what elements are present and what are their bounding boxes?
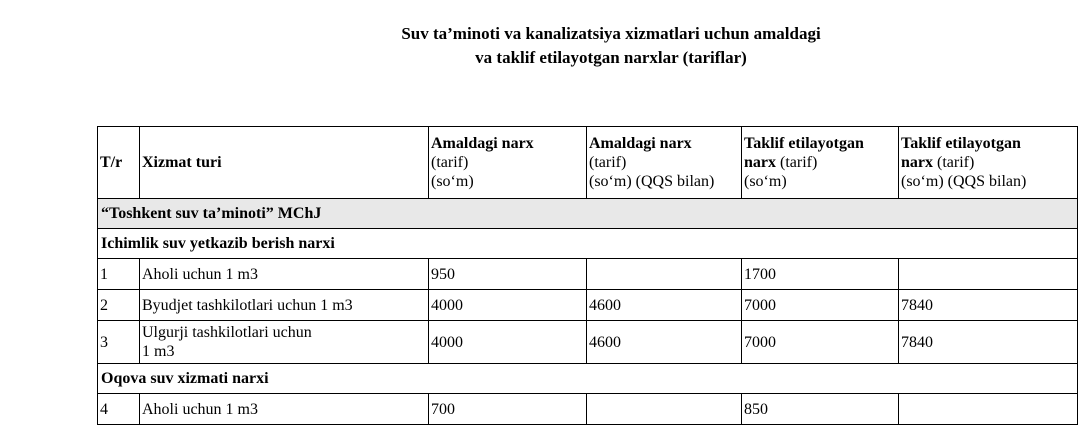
header-proposed-price	[742, 127, 899, 199]
header-proposed-price-unit: (so‘m)	[744, 172, 787, 190]
table-row	[98, 394, 1078, 425]
header-current-price-tarif: (tarif)	[431, 153, 469, 171]
row-current-price-vat	[587, 259, 742, 290]
table-row	[98, 321, 1078, 364]
row-current-price: 4000	[429, 290, 587, 321]
header-proposed-price-vat-unit: (so‘m) (QQS bilan)	[901, 172, 1027, 190]
table-row	[98, 259, 1078, 290]
row-current-price: 700	[429, 394, 587, 425]
document-title	[0, 22, 1092, 70]
tariff-table	[97, 126, 1078, 425]
table-header-row	[98, 127, 1078, 199]
row-proposed-price-vat	[899, 394, 1078, 425]
row-proposed-price: 850	[742, 394, 899, 425]
title-line-2: va taklif etilayotgan narxlar (tariflar)	[475, 48, 747, 67]
header-num	[98, 127, 140, 199]
row-proposed-price: 7000	[742, 290, 899, 321]
header-proposed-price-vat-tarif: (tarif)	[933, 153, 975, 171]
row-service-line-2: 1 m3	[142, 343, 175, 360]
company-name: “Toshkent suv ta’minoti” MChJ	[98, 199, 1078, 229]
header-current-price-vat-tarif: (tarif)	[589, 153, 627, 171]
row-proposed-price-vat	[899, 259, 1078, 290]
company-row	[98, 199, 1078, 229]
header-proposed-price-vat-title: Taklif etilayotgan	[901, 134, 1021, 152]
row-service	[140, 321, 429, 364]
header-current-price-unit: (so‘m)	[431, 172, 474, 190]
header-current-price-title: Amaldagi narx	[431, 134, 534, 152]
row-service: Aholi uchun 1 m3	[140, 259, 429, 290]
row-proposed-price-vat: 7840	[899, 290, 1078, 321]
section-row-drinking-water	[98, 229, 1078, 259]
row-current-price: 950	[429, 259, 587, 290]
row-current-price-vat: 4600	[587, 290, 742, 321]
header-current-price-vat	[587, 127, 742, 199]
row-num: 2	[98, 290, 140, 321]
header-current-price-vat-title: Amaldagi narx	[589, 134, 692, 152]
row-proposed-price-vat: 7840	[899, 321, 1078, 364]
row-proposed-price: 1700	[742, 259, 899, 290]
section-row-wastewater	[98, 364, 1078, 394]
section-title-wastewater: Oqova suv xizmati narxi	[98, 364, 1078, 394]
row-proposed-price: 7000	[742, 321, 899, 364]
table-row	[98, 290, 1078, 321]
header-service	[140, 127, 429, 199]
header-service-label: Xizmat turi	[142, 153, 222, 171]
header-current-price-vat-unit: (so‘m) (QQS bilan)	[589, 172, 715, 190]
section-title-drinking-water: Ichimlik suv yetkazib berish narxi	[98, 229, 1078, 259]
header-current-price	[429, 127, 587, 199]
row-service: Byudjet tashkilotlari uchun 1 m3	[140, 290, 429, 321]
row-num: 3	[98, 321, 140, 364]
row-service: Aholi uchun 1 m3	[140, 394, 429, 425]
header-proposed-price-vat	[899, 127, 1078, 199]
header-num-label: T/r	[100, 153, 123, 171]
row-service-line-1: Ulgurji tashkilotlari uchun	[142, 324, 312, 341]
row-current-price: 4000	[429, 321, 587, 364]
header-proposed-price-title-2: narx	[744, 153, 776, 171]
title-line-1: Suv ta’minoti va kanalizatsiya xizmatlari uchun amaldagi	[401, 24, 821, 43]
header-proposed-price-title: Taklif etilayotgan	[744, 134, 864, 152]
row-current-price-vat	[587, 394, 742, 425]
header-proposed-price-vat-title-2: narx	[901, 153, 933, 171]
row-num: 4	[98, 394, 140, 425]
row-num: 1	[98, 259, 140, 290]
row-current-price-vat: 4600	[587, 321, 742, 364]
header-proposed-price-tarif: (tarif)	[776, 153, 818, 171]
